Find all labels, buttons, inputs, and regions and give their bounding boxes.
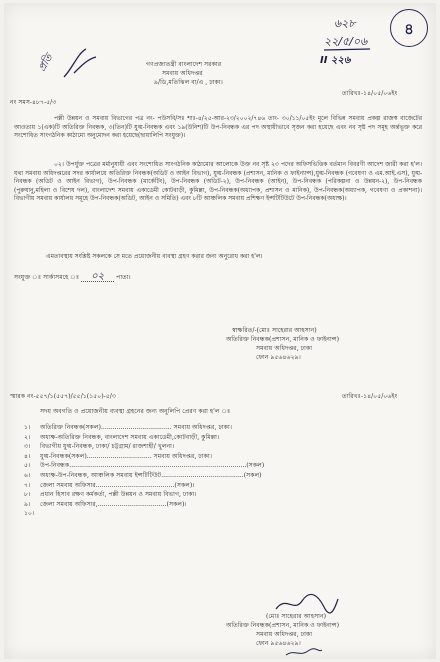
handwritten-initials (284, 647, 324, 659)
handwritten-date: ২২/৫/০৬ (324, 35, 368, 48)
handwritten-code: II ২২৬ (320, 55, 351, 66)
body-paragraph-2: ০২। উপর্যুক্ত পত্রের মর্মানুযায়ী এবং সংশোধিত সাংগঠনিক কাঠামোর আলোকে উক্ত নব সৃষ্ট ২৩ পদের অফিসভিত্তিক বর্তমান বিবরণী আদেশ জারী করা হ'ল। যথা সমবায় অধিদপ্তরের সদর কার্যালয়ে অতিরিক্ত নিবন্ধক(অডিট ও আইন বিভাগ), যুগ্ম-নিবন্ধক (প্রশাসন, মানিক ও ফাইন্যান্স),যুগ্ম-নিবন্ধক (গবেষণা ও এম.আই.এস), যুগ্ম-নিবন্ধক (অডিট ও আইন বিভাগ), উপ-নিবন্ধক (মার্কেটিং), উপ-নিবন্ধক (অডিট-২), উপ-নিবন্ধক (আইন), উপ-নিবন্ধক (পরিকল্পনা ও উন্নয়ন-২), উপ-নিবন্ধক (পুরুষানু,মহিলা ও বিশেষ দল), বাংলাদেশ সমবায় একাডেমী কোটবাড়ী, কুমিল্লা, উপ-নিবন্ধক(অধ্যাপক, প্রশাসন ও মানিক), উপ-নিবন্ধক(অধ্যাপক, গবেষণা ও প্রকাশনা)। বিভাগীয় সমবায় কার্যালয় সমূহে উপ-নিবন্ধক(অডিট, আইন ও সমিতি) এবং ৮টি আঞ্চলিক সমবায় প্রশিক্ষণ ইন্সটিটিউটে উপ-নিবন্ধক(অধ্যক্ষ)। (14, 161, 422, 203)
handwritten-scribble (60, 43, 100, 83)
signature1-phone: ফোন ৯৫৬৪৬২৯। (256, 354, 301, 361)
office-name: সমবায় অধিদপ্তর (162, 70, 203, 77)
body-paragraph-3: এমতাবস্থায় সংশ্লিষ্ট সকলকে সে মতে প্রয়োজনীয় ব্যবস্থা গ্রহণ করার জন্য অনুরোধ করা হ'ল। (46, 253, 263, 260)
attachment-line (14, 273, 131, 282)
list-item: ১০। (24, 510, 35, 518)
copy-list (24, 423, 264, 519)
body-paragraph-1: পল্লী উন্নয়ন ও সমবায় বিভাগের পত্র নং- পউসবি/সঃ শাঃ-৪/২৫-আর-২৩/২০০২/৭৪৬ তাং- ৩০/১১/০৫ইং মূলে বিভিন্ন সমবায় প্রকল্প রাজস্ব বাজেটের আওতায় ১(এক)টি অতিরিক্ত নিবন্ধক, ৩(তিন)টি যুগ্ম-নিবন্ধক এবং ১৯(উনিশ)টি উপ-নিবন্ধক এর পদ অস্থায়ীভাবে সৃজন করা হয়েছে এবং নব সৃষ্ট পদ সমূহ অর্ন্তভূক্ত করে সংশোধিত সাংগঠনিক কাঠামো অনুমোদন করা হয়েছে(ছায়ালিপি সংযুক্ত)। (14, 115, 422, 140)
list-item: ৩। বিভাগীয় যুগ্ম-নিবন্ধক, ঢাকা/ চট্টগ্রাম/ রাজশাহী/ খুলনা। (24, 443, 175, 451)
signature1-title: অতিরিক্ত নিবন্ধক(প্রশাসন, মানিক ও ফাইনান্স) (226, 336, 340, 343)
signature2-phone: ফোন ৯৫৬৪৬২৯। (256, 640, 301, 647)
handwritten-note-top-left: প্রতি (36, 52, 56, 74)
signature2-title: অতিরিক্ত নিবন্ধক(প্রশাসন, মানিক ও ফাইনান্স) (226, 622, 340, 629)
list-item: ৪। যুগ্ম-নিবন্ধক(সকল)................................. সমবায় অধিদপ্তর, ঢাকা। (24, 452, 212, 460)
circled-page-mark: ৪ (390, 9, 428, 47)
signature1-name: স্বাক্ষরিত/-(মোঃ সাহেরার আহসান) (232, 327, 317, 334)
attachment-label: সংযুক্ত ঃ সার্কাসমহে ঃ (14, 274, 80, 281)
signature2-name: (মোঃ সাহেরার আহসান) (266, 613, 327, 620)
list-item: ২। অধ্যক্ষ-অতিরিক্ত নিবন্ধক, বাংলাদেশ সমবায় একাডেমী,কোটবাড়ী, কুমিল্লা। (24, 433, 220, 441)
list-item: ১। অতিরিক্ত নিবন্ধক(সকল).................................... সমবায় অধিদপ্তর, ঢাকা। (24, 424, 232, 431)
list-item: ৭। জেলা সমবায় অফিসার........................................(সকল)। (24, 481, 195, 489)
signature2-office: সমবায় অধিদপ্তর, ঢাকা (256, 631, 313, 638)
office-address: ৯/ডি,মতিঝিল বা/এ , ঢাকা। (154, 79, 223, 86)
memo-number: নং সমস-৪৮৭-৫/৩ (10, 99, 57, 106)
copy-intro: সদয় অবগতি ও প্রয়োজনীয় ব্যবস্থা গ্রহনের জন্য অনুলিপি প্রেরণ করা হ'ল ঃ (40, 408, 231, 415)
attachment-count: ০২ (81, 273, 114, 282)
list-item: ৫। উপ-নিবন্ধক..........................................................................................(সকল) (24, 462, 265, 470)
memo-date: তারিখঃ-১৪/০৫/০৬ইং (342, 90, 398, 97)
copy-memo-date: তারিখঃ-১৪/০৫/০৬ইং (342, 393, 398, 400)
list-item: ৮। প্রধান হিসাব রক্ষণ কর্মকর্তা, পল্লী উন্নয়ন ও সমবায় বিভাগ, ঢাকা। (24, 491, 197, 499)
document-page (4, 3, 436, 659)
signature1-office: সমবায় অধিদপ্তর, ঢাকা (256, 345, 313, 352)
list-item: ৬। অধ্যক্ষ-উপ-নিবন্ধক, আঞ্চলিক সমবায় ইন্সটিটিউট..........................................(সকল) (24, 471, 262, 479)
list-item: ৯। জেলা সমবায় অফিসার,...................................(সকল)। (24, 500, 187, 508)
govt-name: গণপ্রজাতন্ত্রী বাংলাদেশ সরকার (146, 61, 222, 68)
handwritten-number: ৬২৮ (334, 17, 356, 30)
copy-memo-number: স্মারক নং-৫৫৭/১(৫৫৭)/৫৫/১(১৫০)-৫/৩ (10, 393, 116, 400)
attachment-suffix: পাতা। (116, 274, 131, 281)
